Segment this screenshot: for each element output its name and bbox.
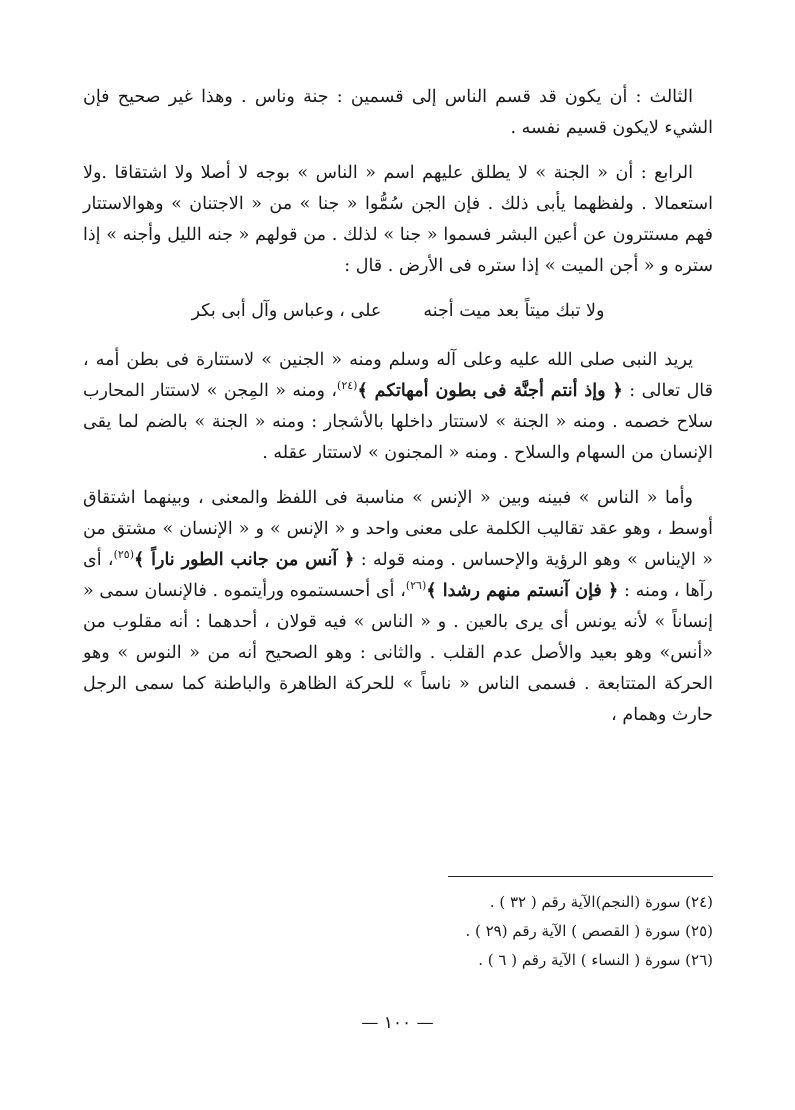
footnote-26: (٢٦) سورة ( النساء ) الآية رقم ( ٦ ) . — [478, 951, 713, 969]
footnote-divider — [448, 876, 713, 877]
footnote-ref: (٢٤) — [337, 379, 358, 393]
paragraph-text: الثالث : أن يكون قد قسم الناس إلى قسمين : جنة وناس . وهذا غير صحيح فإن الشيء لايكون قسيم نفسه . — [83, 87, 713, 138]
paragraph-text: ، أى أحسستموه ورأيتموه . فالإنسان سمى « إنساناً » لأنه يونس أى يرى بالعين . و « الناس » فيه قولان ، أحدهما : أنه مقلوب من «أنس» وهو بعيد والأصل عدم القلب . والثانى : وهو الصحيح أنه من « النوس » وهو الحركة المتتابعة . فسمى الناس « ناساً » للحركة الظاهرة والباطنة كما سمى الرجل حارث وهمام ، — [83, 581, 713, 725]
paragraph-third-point — [83, 82, 713, 144]
quran-quote: ﴿ آنس من جانب الطور ناراً ﴾ — [134, 550, 355, 570]
footnote-ref: (٢٦) — [405, 579, 427, 593]
quran-quote: ﴿ وإذ أنتم أجنَّة فى بطون أمهاتكم ﴾ — [357, 381, 623, 401]
footnotes — [83, 888, 713, 975]
paragraph-text: الرابع : أن « الجنة » لا يطلق عليهم اسم « الناس » بوجه لا أصلا ولا اشتقاقا .ولا استعمالا . ولفظهما يأبى ذلك . فإن الجن سُمُّوا « جنا » من « الاجتنان » وهوالاستتار فهم مستترون عن أعين البشر فسموا « جنا » لذلك . من قولهم « جنه الليل وأجنه » إذا ستره و « أجن الميت » إذا ستره فى الأرض . قال : — [83, 163, 713, 276]
paragraph-text: يريد النبى صلى الله عليه وعلى آله وسلم ومنه « الجنين » لاستتارة فى بطن أمه ، قال تعالى : — [83, 350, 713, 401]
verse-hemistich-left: على ، وعباس وآل أبى بكر — [191, 301, 382, 321]
paragraph-text: ، ومنه « المِجن » لاستتار المحارب سلاح خصمه . ومنه « الجنة » لاستتار داخلها بالأشجار : ومنه « الجنة » بالضم لما يقى الإنسان من السهام والسلاح . ومنه « المجنون » لاستتار عقله . — [83, 381, 713, 463]
main-text — [83, 82, 713, 745]
quran-quote: ﴿ فإن آنستم منهم رشدا ﴾ — [426, 581, 619, 601]
footnote-ref: (٢٥) — [113, 548, 134, 562]
paragraph-text: ، أى رآها ، ومنه : — [83, 550, 713, 601]
paragraph-fourth-point — [83, 158, 713, 282]
paragraph-nas — [83, 483, 713, 731]
page-number: — ١٠٠ — — [361, 1013, 434, 1033]
verse-hemistich-right: ولا تبك ميتاً بعد ميت أجنه — [423, 301, 605, 321]
paragraph-text: وأما « الناس » فبينه وبين « الإنس » مناسبة فى اللفظ والمعنى ، وبينهما اشتقاق أوسط ، وهو عقد تقاليب الكلمة على معنى واحد و « الإنس » و « الإنسان » مشتق من « الإيناس » وهو الرؤية والإحساس . ومنه قوله : — [83, 488, 713, 570]
footnote-24: (٢٤) سورة (النجم)الآية رقم ( ٣٢ ) . — [489, 893, 713, 911]
poetry-verse — [83, 296, 713, 327]
paragraph-janin — [83, 345, 713, 469]
footnote-25: (٢٥) سورة ( القصص ) الآية رقم (٢٩ ) . — [465, 922, 713, 940]
